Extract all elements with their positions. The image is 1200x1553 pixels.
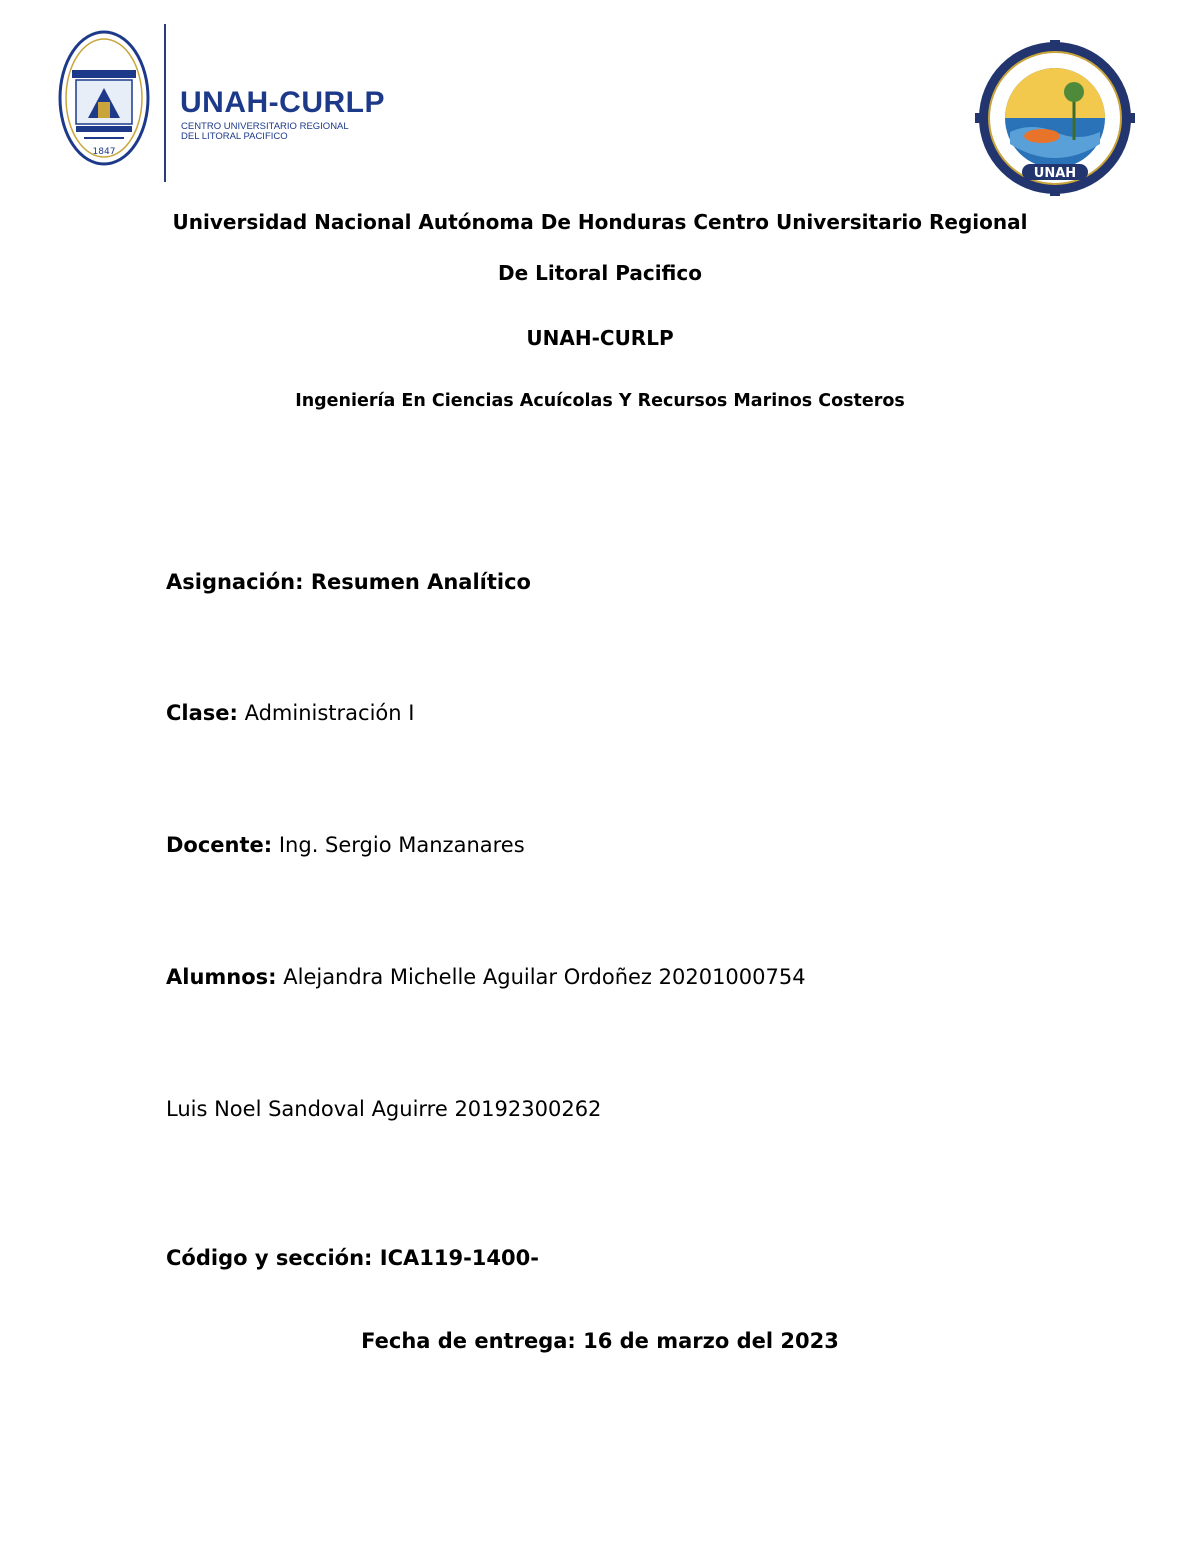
students-label: Alumnos: [166,965,277,989]
svg-text:1847: 1847 [92,147,116,157]
delivery-date: Fecha de entrega: 16 de marzo del 2023 [361,1329,839,1353]
code-section-line: Código y sección: ICA119-1400- [166,1246,539,1270]
university-name: Universidad Nacional Autónoma De Honduras Centro Universitario Regional [172,210,1028,234]
university-name-line2: De Litoral Pacifico [498,261,702,285]
unah-seal-logo [58,30,150,166]
teacher-value: Ing. Sergio Manzanares [272,833,525,857]
career-emblem-logo [962,40,1148,196]
career-name: Ingeniería En Ciencias Acuícolas Y Recursos Marinos Costeros [295,391,905,411]
brand-subtitle [181,122,361,142]
teacher-line [166,833,525,857]
brand-subtitle-line2: DEL LITORAL PACIFICO [181,131,288,142]
header-divider [164,24,166,182]
brand-subtitle-line1: CENTRO UNIVERSITARIO REGIONAL [181,121,349,132]
class-label: Clase: [166,701,238,725]
class-value: Administración I [237,701,415,725]
students-line [166,965,806,989]
class-line [166,701,414,725]
students-value: Alejandra Michelle Aguilar Ordoñez 20201000754 [276,965,806,989]
second-student-line: Luis Noel Sandoval Aguirre 20192300262 [166,1097,602,1121]
svg-text:UNAH: UNAH [1033,166,1077,181]
brand-name: UNAH-CURLP [180,86,385,119]
teacher-label: Docente: [166,833,273,857]
campus-acronym: UNAH-CURLP [526,326,674,350]
assignment-line: Asignación: Resumen Analítico [166,570,531,594]
